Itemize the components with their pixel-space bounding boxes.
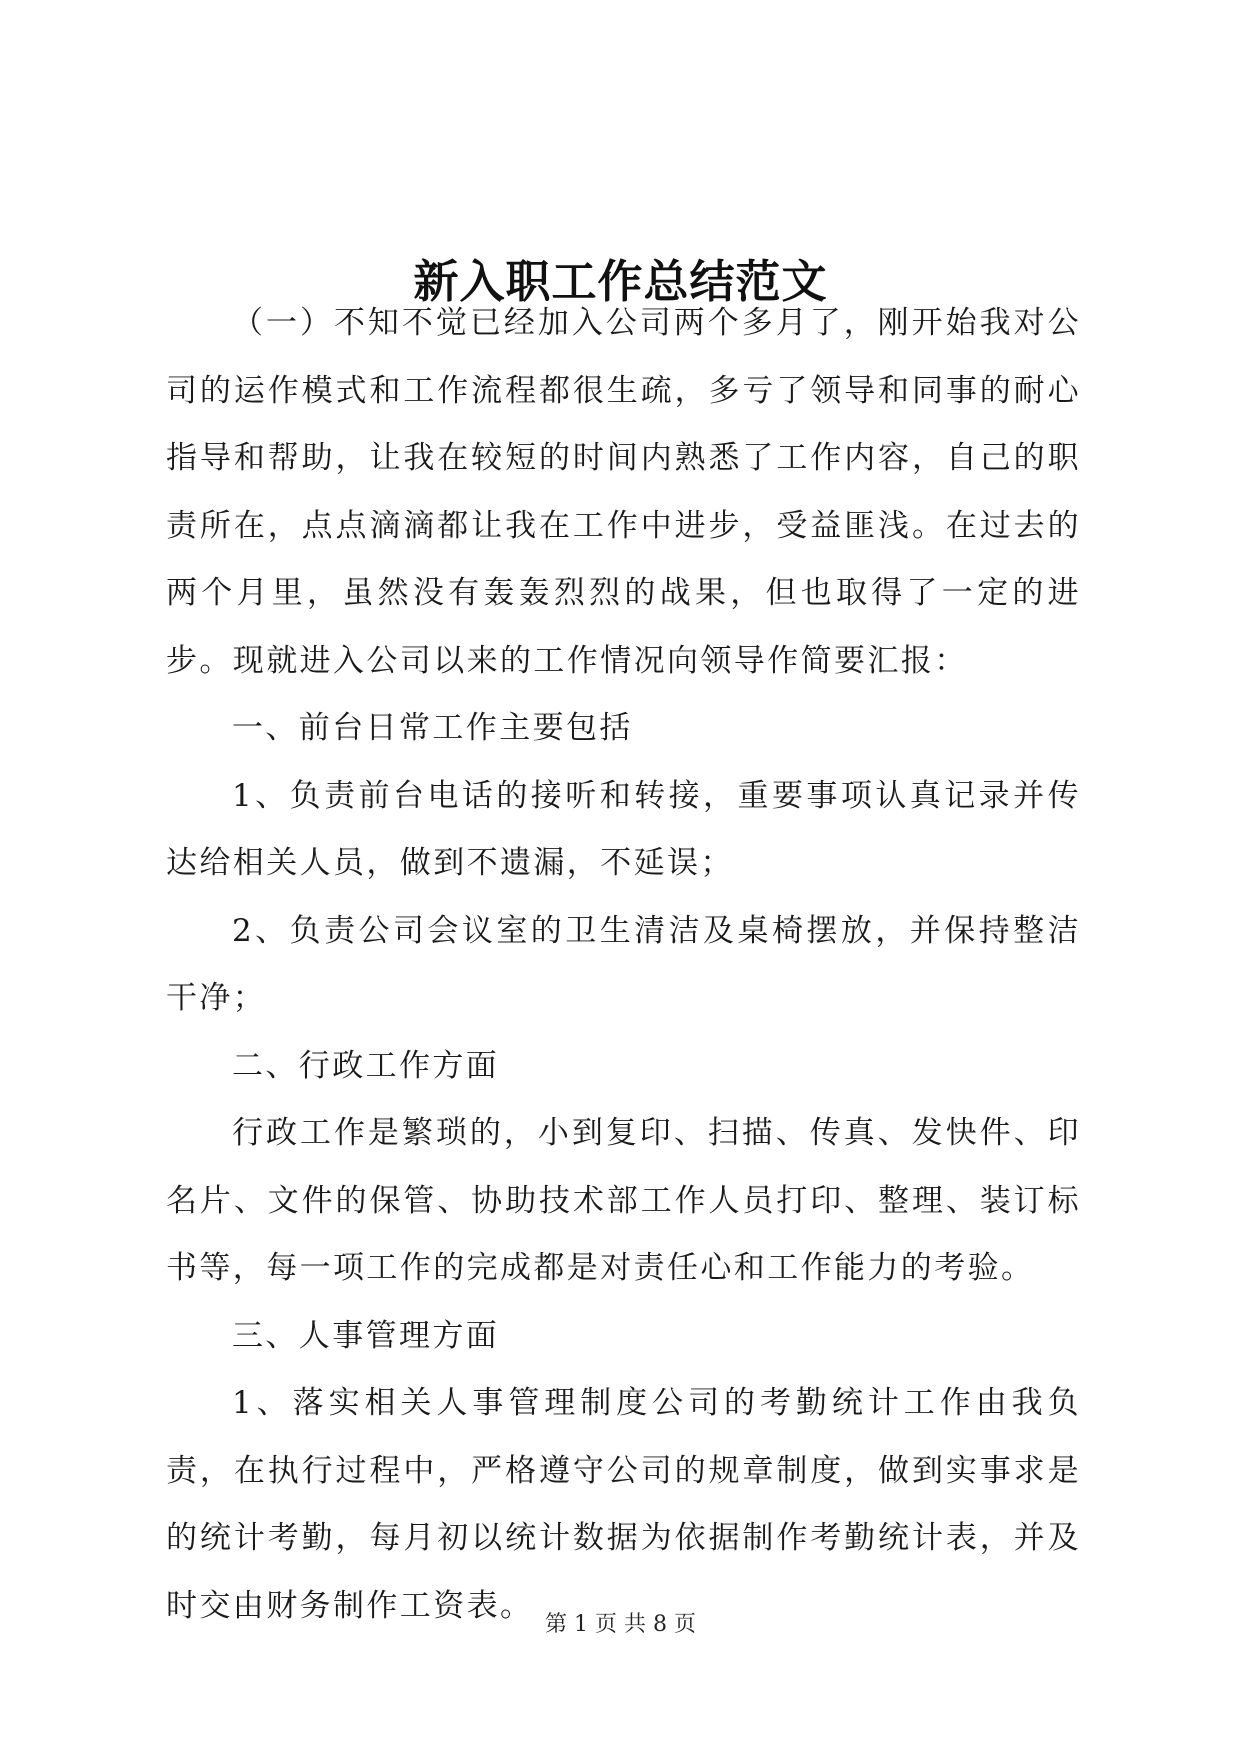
- body-paragraph: 2、负责公司会议室的卫生清洁及桌椅摆放，并保持整洁干净；: [166, 912, 1081, 1016]
- body-paragraph: （一）不知不觉已经加入公司两个多月了，刚开始我对公司的运作模式和工作流程都很生疏，多亏了领导和同事的耐心指导和帮助，让我在较短的时间内熟悉了工作内容，自己的职责所在，点点滴滴都让我在工作中进步，受益匪浅。在过去的两个月里，虽然没有轰轰烈烈的战果，但也取得了一定的进步。现就进入公司以来的工作情况向领导作简要汇报：: [166, 305, 1081, 679]
- section-heading: 二、行政工作方面: [232, 1047, 500, 1084]
- body-paragraph: 1、负责前台电话的接听和转接，重要事项认真记录并传达给相关人员，做到不遗漏，不延误；: [166, 777, 1081, 881]
- body-paragraph: 行政工作是繁琐的，小到复印、扫描、传真、发快件、印名片、文件的保管、协助技术部工作人员打印、整理、装订标书等，每一项工作的完成都是对责任心和工作能力的考验。: [166, 1115, 1081, 1286]
- section-heading: 一、前台日常工作主要包括: [232, 710, 633, 746]
- body-paragraph: 1、落实相关人事管理制度公司的考勤统计工作由我负责，在执行过程中，严格遵守公司的规章制度，做到实事求是的统计考勤，每月初以统计数据为依据制作考勤统计表，并及时交由财务制作工资表。: [166, 1385, 1081, 1624]
- section-heading: 三、人事管理方面: [232, 1317, 500, 1354]
- document-title: 新入职工作总结范文: [413, 255, 828, 309]
- page-footer: 第 1 页 共 8 页: [545, 1612, 696, 1637]
- document-body: [166, 290, 1081, 1640]
